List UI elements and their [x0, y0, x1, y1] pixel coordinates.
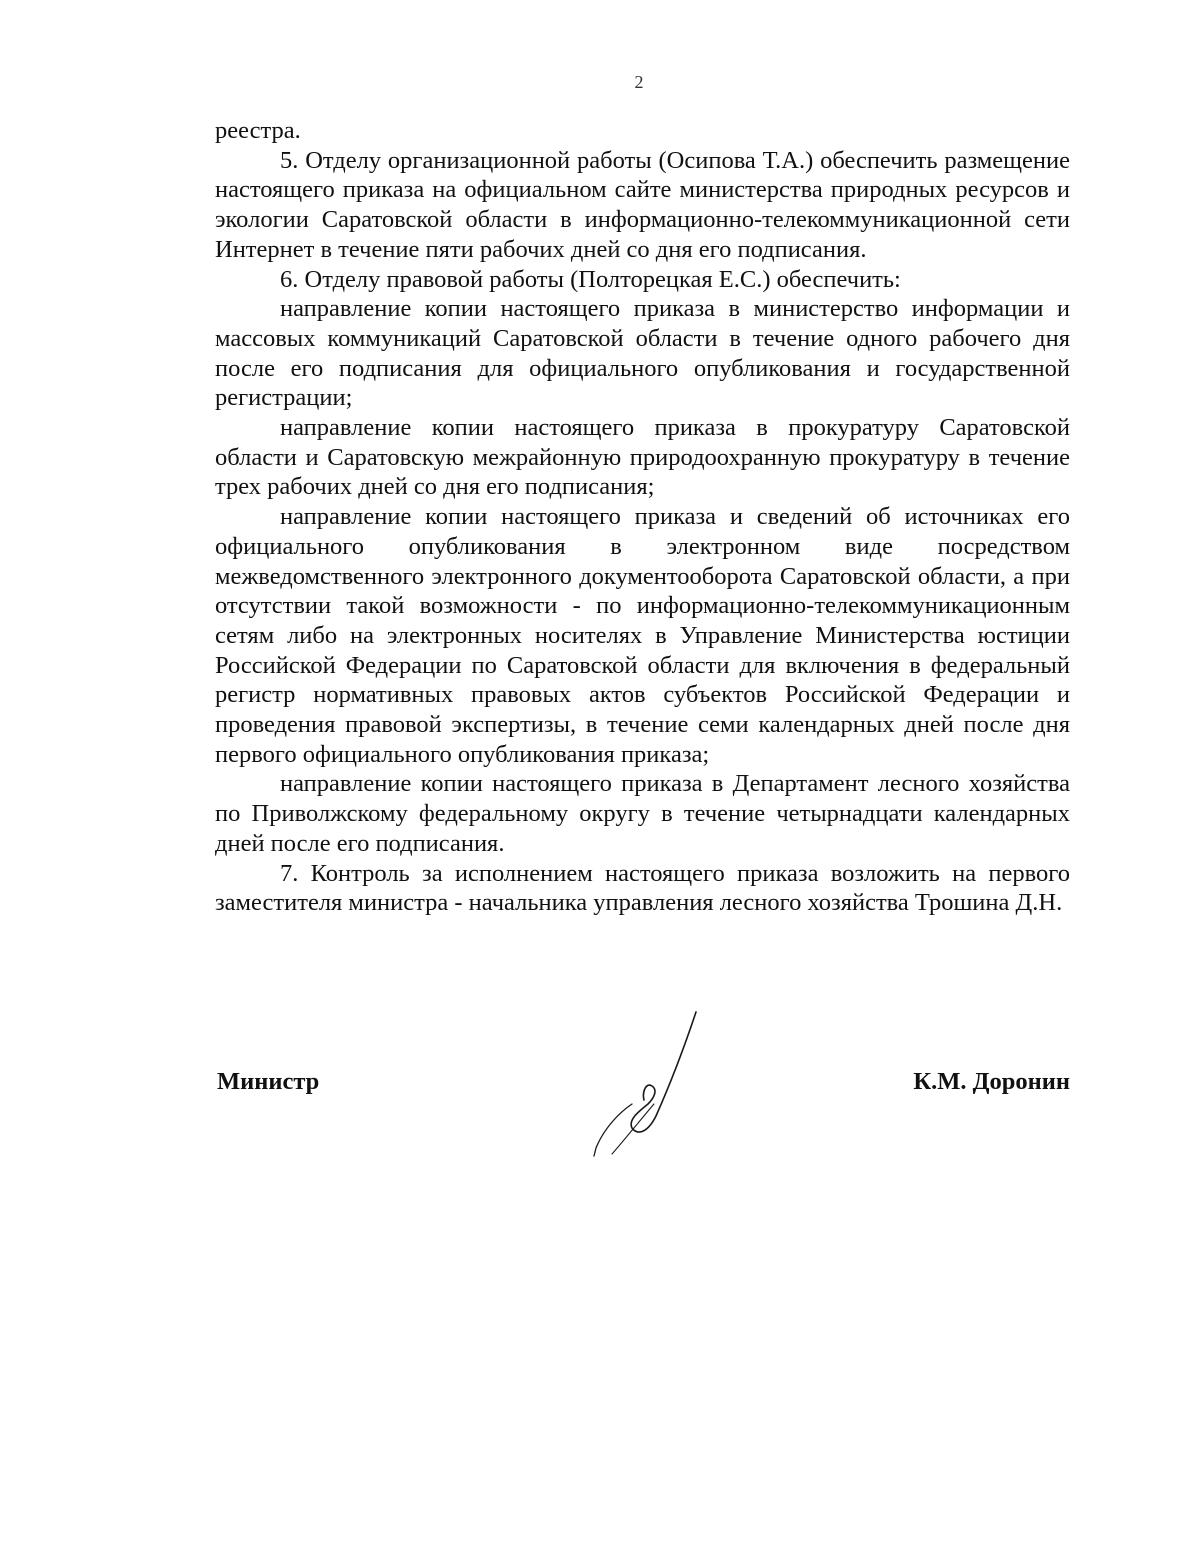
handwritten-signature	[586, 1008, 706, 1168]
signature-stroke-lower	[594, 1104, 632, 1156]
paragraph-subitem-forestry-department: направление копии настоящего приказа в Департамент лесного хозяйства по Приволжскому федеральному округу в течение четырнадцати календарных дней после его подписания.	[215, 770, 1070, 857]
paragraph-subitem-prosecutor: направление копии настоящего приказа в прокуратуру Саратовской области и Саратовскую межрайонную природоохранную прокуратуру в течение трех рабочих дней со дня его подписания;	[215, 414, 1070, 501]
paragraph-item-5: 5. Отделу организационной работы (Осипова Т.А.) обеспечить размещение настоящего приказа на официальном сайте министерства природных ресурсов и экологии Саратовской области в информационно-телекоммуникационной сети Интернет в течение пяти рабочих дней со дня его подписания.	[215, 146, 1070, 263]
page-number: 2	[634, 72, 644, 92]
signatory-name: К.М. Доронин	[913, 1068, 1070, 1095]
paragraph-subitem-ministry-justice: направление копии настоящего приказа и сведений об источниках его официального опубликования в электронном виде посредством межведомственного электронного документооборота Саратовской области, а при отсутствии такой возможности - по информационно-телекоммуникационным сетям либо на электронных носителях в Управление Министерства юстиции Российской Федерации по Саратовской области для включения в федеральный регистр нормативных правовых актов субъектов Российской Федерации и проведения правовой экспертизы, в течение семи календарных дней после дня первого официального опубликования приказа;	[215, 503, 1070, 768]
document-body	[215, 116, 1070, 918]
paragraph-continuation: реестра.	[215, 117, 301, 144]
paragraph-subitem-ministry-information: направление копии настоящего приказа в министерство информации и массовых коммуникаций Саратовской области в течение одного рабочего дня после его подписания для официального опубликования и государственной регистрации;	[215, 295, 1070, 412]
paragraph-item-7: 7. Контроль за исполнением настоящего приказа возложить на первого заместителя министра - начальника управления лесного хозяйства Трошина Д.Н.	[215, 859, 1070, 917]
signature-stroke-main	[631, 1012, 696, 1132]
paragraph-item-6: 6. Отделу правовой работы (Полторецкая Е.С.) обеспечить:	[280, 265, 901, 293]
signatory-title: Министр	[217, 1068, 320, 1095]
signature-stroke-tail	[612, 1104, 654, 1154]
